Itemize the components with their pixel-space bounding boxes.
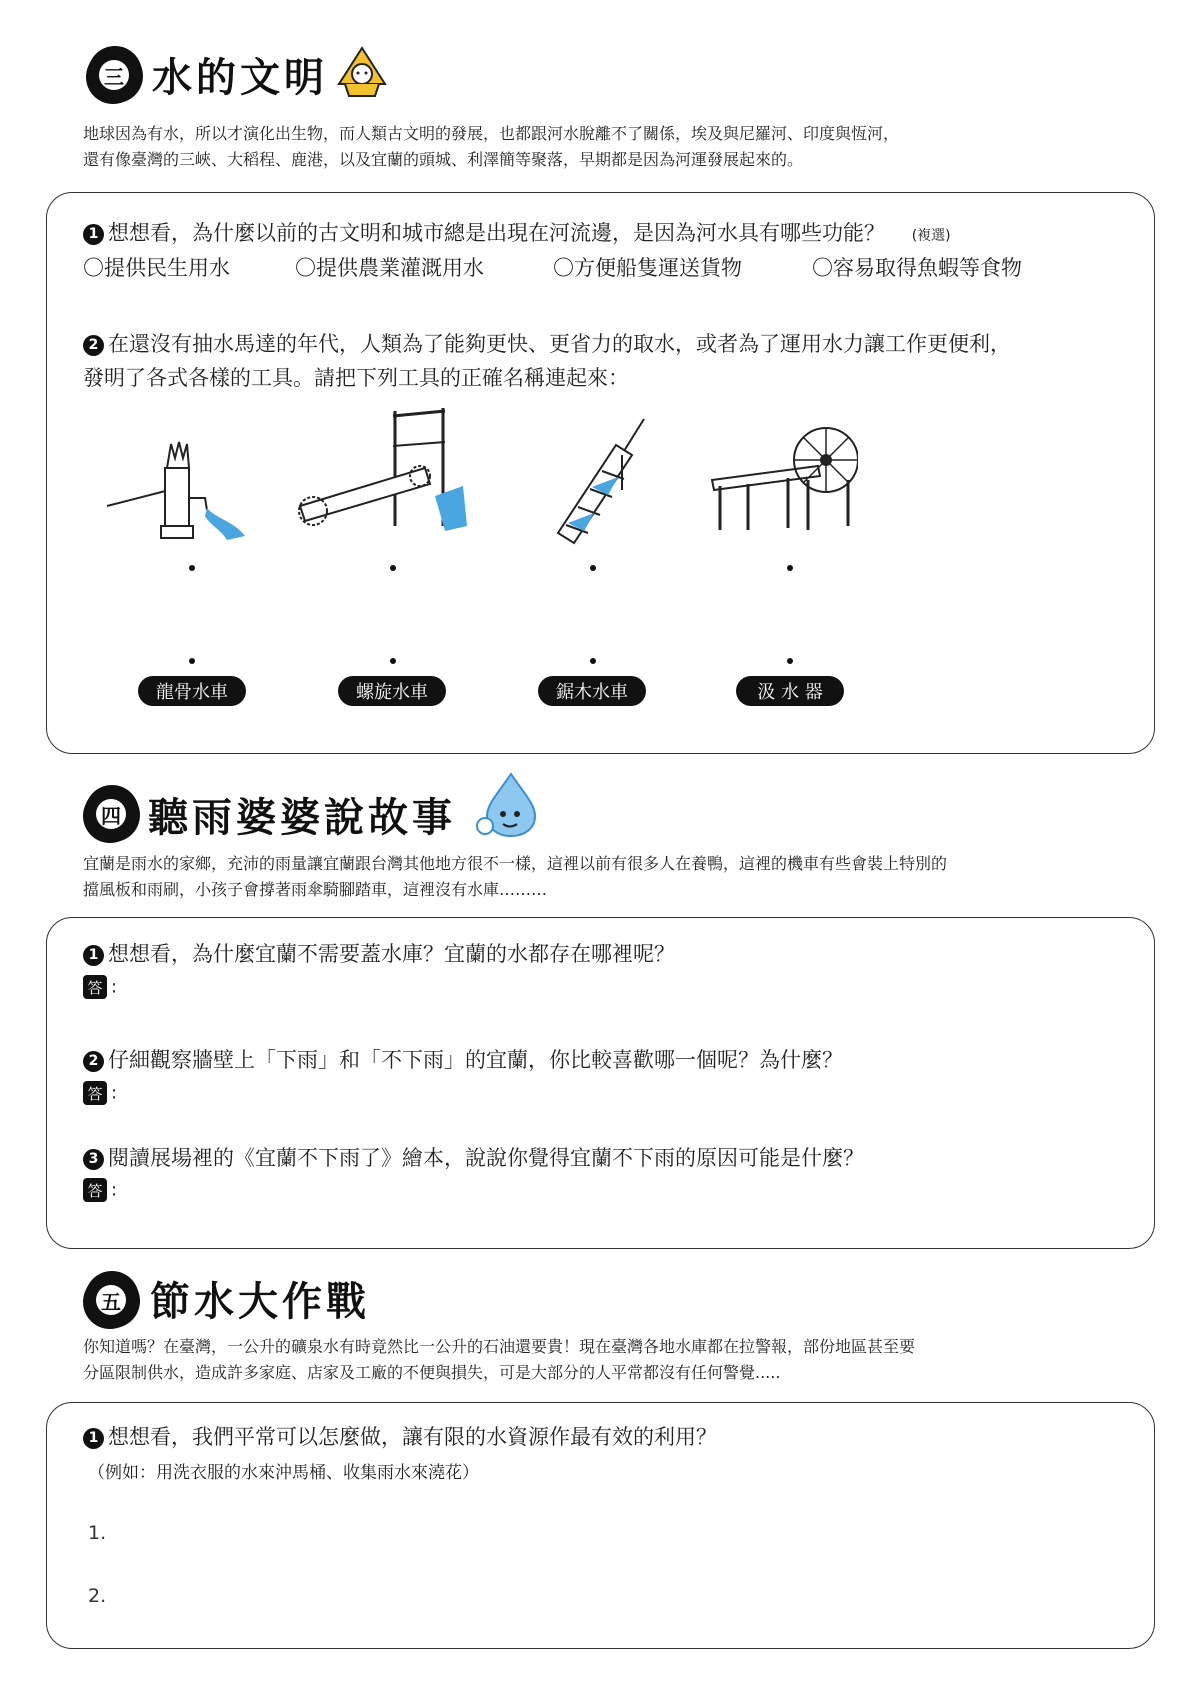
option-boat-transport[interactable]: 〇方便船隻運送貨物 bbox=[553, 256, 742, 280]
section-title-3: 水的文明 bbox=[152, 54, 328, 101]
match-dot-bottom-2[interactable] bbox=[390, 658, 396, 664]
option-irrigation[interactable]: 〇提供農業灌溉用水 bbox=[295, 256, 484, 280]
match-dot-top-2[interactable] bbox=[390, 565, 396, 571]
section-badge-4: 四 bbox=[84, 787, 138, 841]
tool-label-dragon-bone: 龍骨水車 bbox=[138, 676, 246, 706]
section-3-intro: 地球因為有水，所以才演化出生物，而人類古文明的發展，也都跟河水脫離不了關係，埃及與尼羅河、印度與恆河， 還有像臺灣的三峽、大稻程、鹿港，以及宜蘭的頭城、利澤簡等聚落，早期都是因為河運發展起來的。 bbox=[83, 124, 900, 169]
section-title-4: 聽雨婆婆說故事 bbox=[148, 794, 456, 841]
section-title-5: 節水大作戰 bbox=[150, 1278, 370, 1325]
answer-line-1[interactable]: 1. bbox=[88, 1522, 107, 1544]
tool-label-pump: 汲 水 器 bbox=[736, 676, 844, 706]
section-5-intro: 你知道嗎？在臺灣，一公升的礦泉水有時竟然比一公升的石油還要貴！現在臺灣各地水庫都在拉警報，部份地區甚至要 分區限制供水，造成許多家庭、店家及工廠的不便與損失，可是大部分的人平常都沒有任何警覺..... bbox=[83, 1337, 916, 1382]
answer-field-4-3[interactable]: 答 : bbox=[83, 1178, 117, 1202]
option-domestic-water[interactable]: 〇提供民生用水 bbox=[83, 256, 230, 280]
answer-field-4-2[interactable]: 答 : bbox=[83, 1081, 117, 1105]
mascot-raincoat-icon bbox=[333, 44, 391, 100]
section-4-intro: 宜蘭是雨水的家鄉，充沛的雨量讓宜蘭跟台灣其他地方很不一樣，這裡以前有很多人在養鴨，這裡的機車有些會裝上特別的 擋風板和雨刷，小孩子會撐著雨傘騎腳踏車，這裡沒有水庫……… bbox=[83, 854, 948, 899]
raindrop-mascot-icon bbox=[473, 770, 543, 840]
question-3-1: 1 想想看，為什麼以前的古文明和城市總是出現在河流邊，是因為河水具有哪些功能？ (複選) bbox=[83, 216, 951, 253]
answer-line-2[interactable]: 2. bbox=[88, 1585, 107, 1607]
match-dot-bottom-4[interactable] bbox=[787, 658, 793, 664]
match-dot-top-1[interactable] bbox=[189, 565, 195, 571]
sawmill-waterwheel-icon bbox=[708, 420, 858, 535]
answer-field-4-1[interactable]: 答 : bbox=[83, 975, 117, 999]
dragon-bone-waterwheel-icon bbox=[295, 406, 470, 541]
archimedes-screw-icon bbox=[548, 415, 653, 545]
question-5-1-example: （例如：用洗衣服的水來沖馬桶、收集雨水來澆花） bbox=[88, 1463, 479, 1483]
match-dot-top-4[interactable] bbox=[787, 565, 793, 571]
section-badge-5: 五 bbox=[84, 1273, 138, 1327]
tool-label-sawmill: 鋸木水車 bbox=[538, 676, 646, 706]
question-5-1: 1 想想看，我們平常可以怎麼做，讓有限的水資源作最有效的利用？ bbox=[83, 1420, 717, 1454]
match-dot-bottom-1[interactable] bbox=[189, 658, 195, 664]
question-3-2: 2 在還沒有抽水馬達的年代，人類為了能夠更快、更省力的取水，或者為了運用水力讓工作更便利， 發明了各式各樣的工具。請把下列工具的正確名稱連起來： bbox=[83, 332, 1011, 390]
option-fish-food[interactable]: 〇容易取得魚蝦等食物 bbox=[812, 256, 1022, 280]
match-dot-bottom-3[interactable] bbox=[590, 658, 596, 664]
tool-label-screw: 螺旋水車 bbox=[338, 676, 446, 706]
question-4-2: 2 仔細觀察牆壁上「下雨」和「不下雨」的宜蘭，你比較喜歡哪一個呢？為什麼？ bbox=[83, 1043, 843, 1077]
question-4-1: 1 想想看，為什麼宜蘭不需要蓋水庫？宜蘭的水都存在哪裡呢？ bbox=[83, 937, 675, 971]
question-4-3: 3 閱讀展場裡的《宜蘭不下雨了》繪本，說說你覺得宜蘭不下雨的原因可能是什麼？ bbox=[83, 1141, 864, 1175]
match-dot-top-3[interactable] bbox=[590, 565, 596, 571]
section-badge-3: 三 bbox=[87, 48, 141, 102]
hand-pump-icon bbox=[105, 438, 255, 543]
